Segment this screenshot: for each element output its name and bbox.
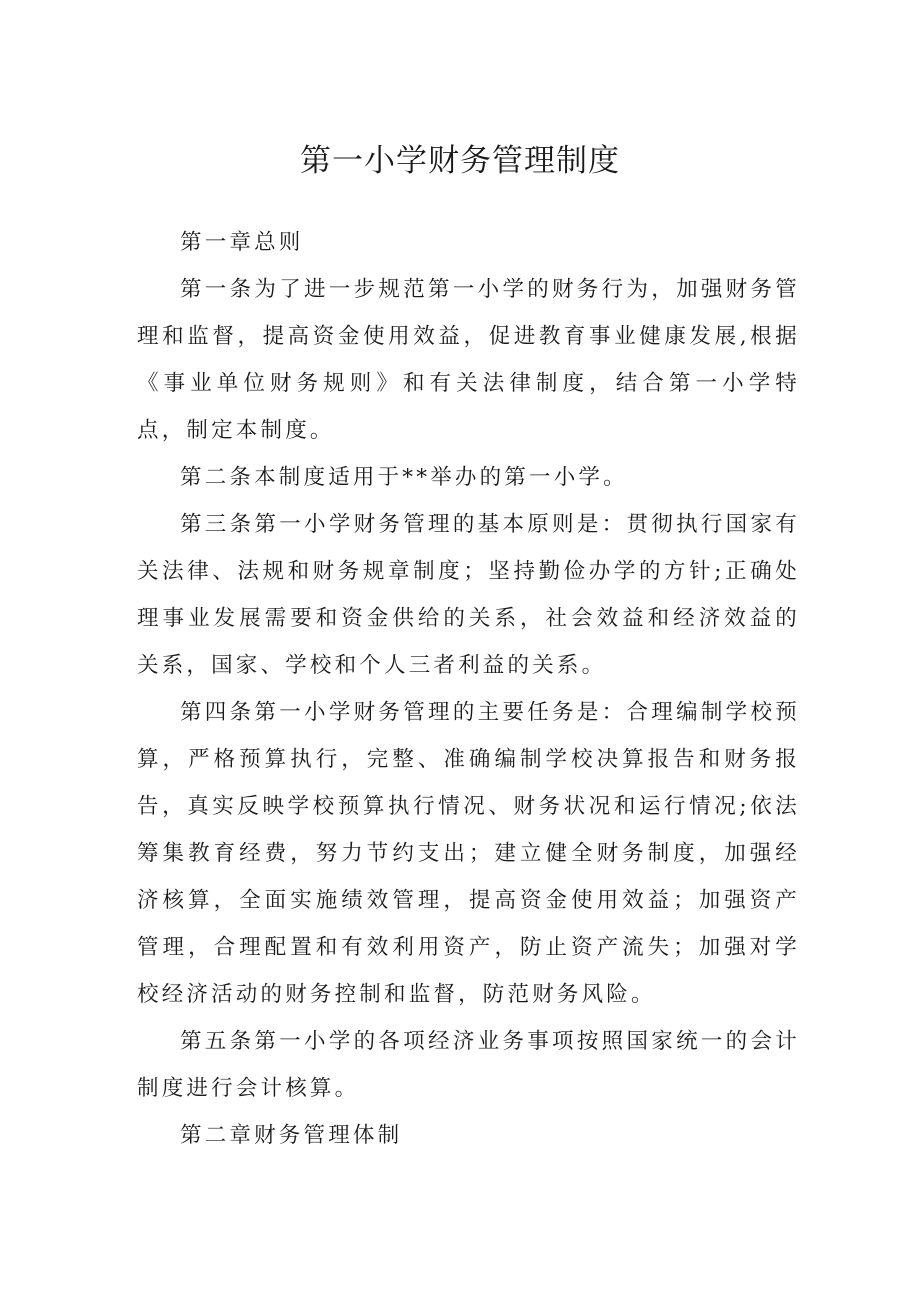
document-title: 第一小学财务管理制度	[300, 143, 620, 179]
document-body	[137, 219, 800, 1159]
article-2: 第二条本制度适用于**举办的第一小学。	[180, 465, 628, 490]
article-3: 第三条第一小学财务管理的基本原则是：贯彻执行国家有关法律、法规和财务规章制度；坚持勤俭办学的方针;正确处理事业发展需要和资金供给的关系，社会效益和经济效益的关系，国家、学校和个人三者利益的关系。	[137, 512, 800, 678]
article-5: 第五条第一小学的各项经济业务事项按照国家统一的会计制度进行会计核算。	[137, 1029, 800, 1101]
chapter-heading-1: 第一章总则	[180, 230, 304, 255]
chapter-heading-2: 第二章财务管理体制	[180, 1123, 403, 1148]
article-1: 第一条为了进一步规范第一小学的财务行为，加强财务管理和监督，提高资金使用效益，促进教育事业健康发展,根据《事业单位财务规则》和有关法律制度，结合第一小学特点，制定本制度。	[137, 277, 800, 443]
article-4: 第四条第一小学财务管理的主要任务是：合理编制学校预算，严格预算执行，完整、准确编制学校决算报告和财务报告，真实反映学校预算执行情况、财务状况和运行情况;依法筹集教育经费，努力节约支出；建立健全财务制度，加强经济核算，全面实施绩效管理，提高资金使用效益；加强资产管理，合理配置和有效利用资产，防止资产流失；加强对学校经济活动的财务控制和监督，防范财务风险。	[137, 700, 800, 1007]
